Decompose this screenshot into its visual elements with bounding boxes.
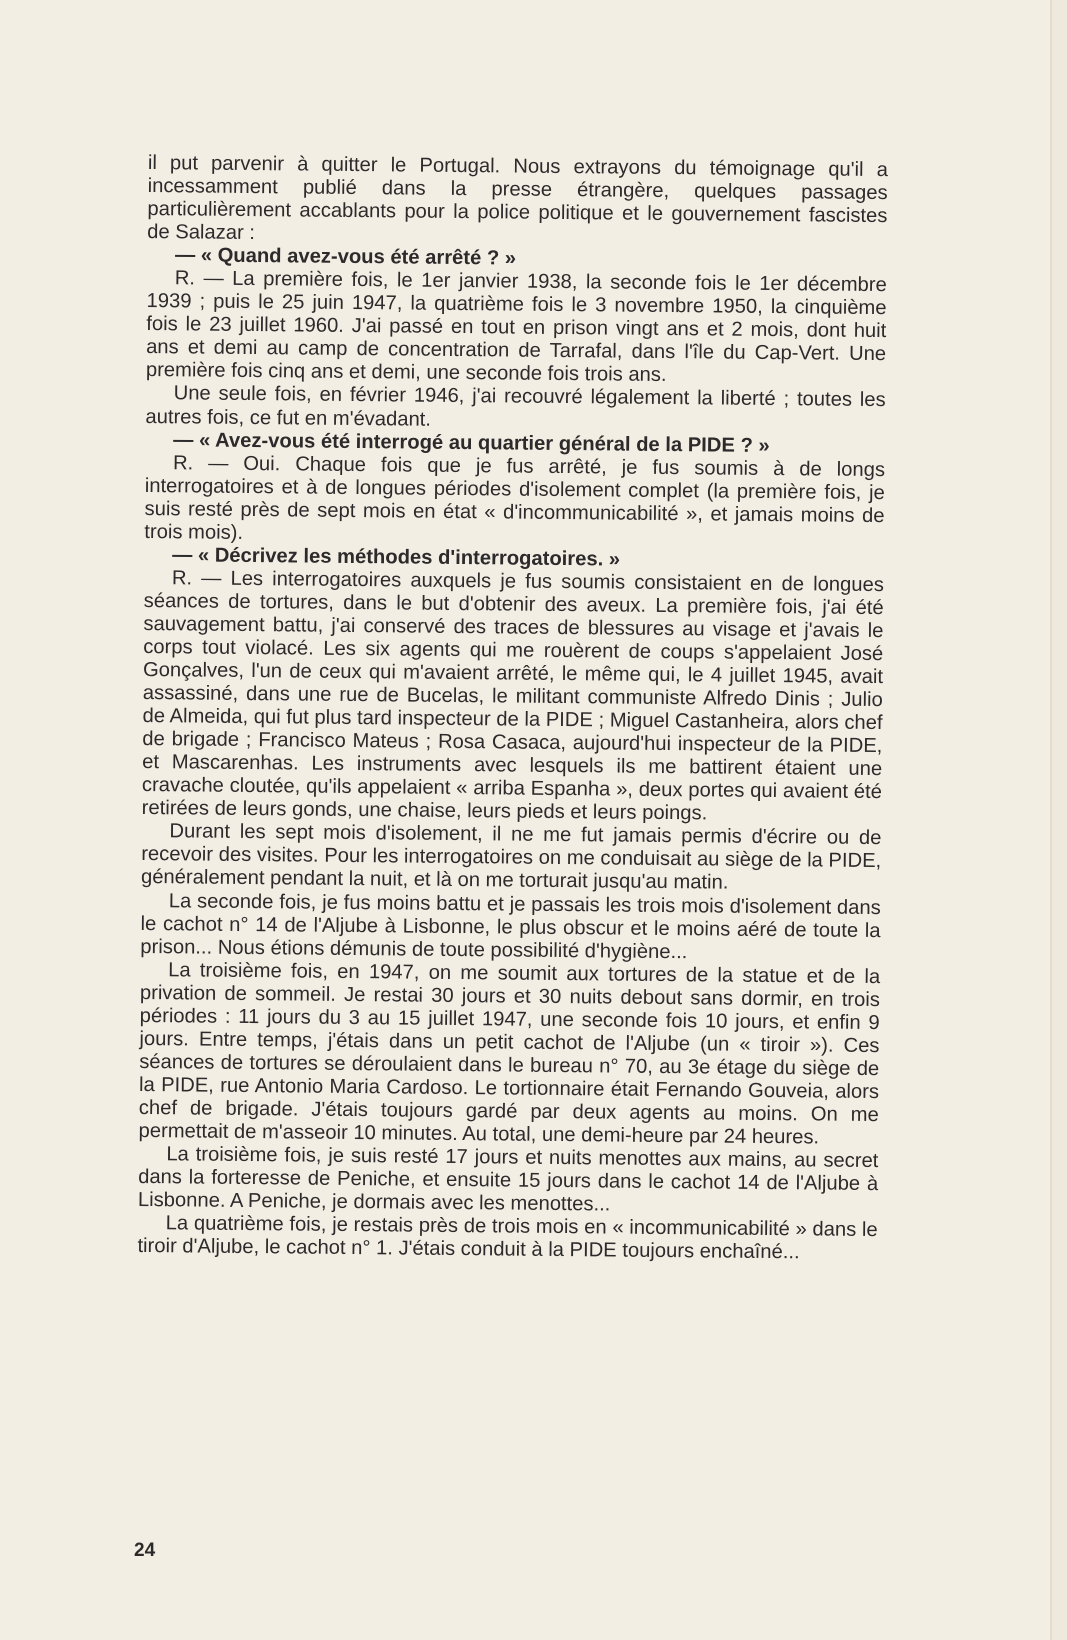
body-paragraph: La troisième fois, je suis resté 17 jours et nuits menottes aux mains, au secret dans la forteresse de Peniche, et ensuite 15 jours dans le cachot 14 de l'Aljube à Lisbonne. A Peniche, je dormais avec les menottes... [137,1143,879,1216]
body-paragraph: La quatrième fois, je restais près de trois mois en « incommunicabilité » dans le tiroir d'Aljube, le cachot n° 1. J'étais conduit à la PIDE toujours enchaîné... [137,1212,878,1264]
interview-question: — « Avez-vous été interrogé au quartier général de la PIDE ? » [173,428,770,457]
body-paragraph: La troisième fois, en 1947, on me soumit aux tortures de la statue et de la privation de sommeil. Je restai 30 jours et 30 nuits debout sans dormir, en trois périodes : 11 jours du 3 au 15 juillet 1947, une seconde fois 10 jours, et enfin 9 jours. Entre temps, j'étais dans un petit cachot de l'Aljube (un « tiroir »). Ces séances de tortures se déroulaient dans le bureau n° 70, au 3e étage du siège de la PIDE, rue Antonio Maria Cardoso. Le tortionnaire était Fernando Gouveia, alors chef de brigade. J'étais toujours gardé par deux agents au moins. On me permettait de m'asseoir 10 minutes. Au total, une demi-heure par 24 heures. [138,958,881,1149]
page-body-text [137,152,888,1265]
interview-question: — « Décrivez les méthodes d'interrogatoires. » [172,544,621,571]
body-paragraph: Une seule fois, en février 1946, j'ai recouvré légalement la liberté ; toutes les autres fois, ce fut en m'évadant. [145,382,886,431]
body-paragraph: Durant les sept mois d'isolement, il ne me fut jamais permis d'écrire ou de recevoir des visites. Pour les interrogatoires on me conduisait au siège de la PIDE, généralement pendant la nuit, et là on me torturait jusqu'au matin. [140,820,882,895]
body-paragraph: R. — Oui. Chaque fois que je fus arrêté, je fus soumis à de longs interrogatoires et à de longues périodes d'isolement complet (la première fois, je suis resté près de sept mois en état « d'incommunicabilité », et jamais moins de trois mois). [144,451,886,544]
body-paragraph: La seconde fois, je fus moins battu et je passais les trois mois d'isolement dans le cachot n° 14 de l'Aljube à Lisbonne, le plus obscur et le moins aéré de toute la prison... Nous étions démunis de toute possibilité d'hygiène... [140,889,881,963]
body-paragraph: il put parvenir à quitter le Portugal. Nous extrayons du témoignage qu'il a incessamment publié dans la presse étrangère, quelques passages particulièrement accablants pour la police politique et le gouvernement fascistes de Salazar : [147,152,888,245]
body-paragraph: R. — La première fois, le 1er janvier 1938, la seconde fois le 1er décembre 1939 ; puis le 25 juin 1947, la quatrième fois le 3 novembre 1950, la cinquième fois le 23 juillet 1960. J'ai passé en tout en prison vingt ans et 2 mois, dont huit ans et demi au camp de concentration de Tarrafal, dans l'île du Cap-Vert. Une première fois cinq ans et demi, une seconde fois trois ans. [145,267,887,387]
body-paragraph: R. — Les interrogatoires auxquels je fus soumis consistaient en de longues séances de tortures, dans le but d'obtenir des aveux. La première fois, j'ai été sauvagement battu, j'ai conservé des traces de blessures au visage et j'avais le corps tout violacé. Les six agents qui me rouèrent de coups s'appelaient José Gonçalves, l'un de ceux qui m'avaient arrêté, le même qui, le 4 juillet 1945, avait assassiné, dans une rue de Bucelas, le militant communiste Alfredo Dinis ; Julio de Almeida, qui fut plus tard inspecteur de la PIDE ; Miguel Castanheira, alors chef de brigade ; Francisco Mateus ; Rosa Casaca, aujourd'hui inspecteur de la PIDE, et Mascarenhas. Les instruments avec lesquels ils me battirent étaient une cravache cloutée, qu'ils appelaient « arriba Espanha », deux portes qui avaient été retirées de leurs gonds, une chaise, leurs pieds et leurs poings. [141,567,884,825]
page-number: 24 [134,1540,156,1561]
interview-question: — « Quand avez-vous été arrêté ? » [174,244,517,270]
